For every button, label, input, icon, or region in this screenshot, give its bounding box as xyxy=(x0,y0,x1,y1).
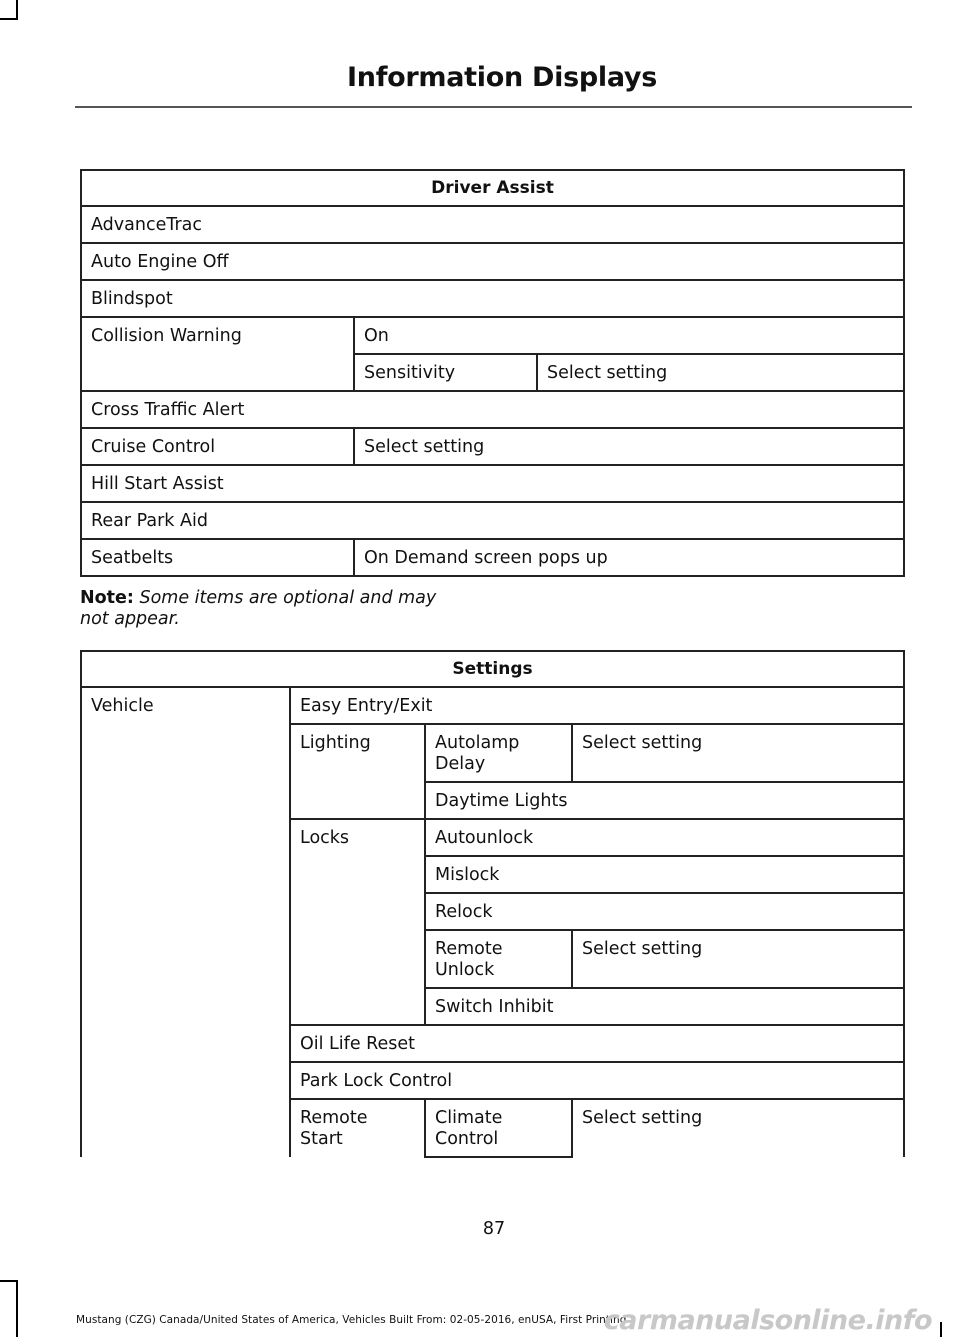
table-cell: Blindspot xyxy=(81,280,904,317)
table-cell: On xyxy=(354,317,904,354)
table-cell: Select setting xyxy=(354,428,904,465)
watermark: carmanualsonline.info xyxy=(603,1305,932,1336)
cell-line: Start xyxy=(300,1129,343,1149)
crop-mark xyxy=(940,1322,942,1337)
table-cell: Autounlock xyxy=(425,819,904,856)
page-number: 87 xyxy=(482,1219,506,1239)
cell-line: Climate xyxy=(435,1108,503,1128)
table-cell: AdvanceTrac xyxy=(81,206,904,243)
table-cell: Collision Warning xyxy=(81,317,354,391)
table-cell: Cross Traffic Alert xyxy=(81,391,904,428)
table-cell: Vehicle xyxy=(81,687,290,1157)
table-cell: Rear Park Aid xyxy=(81,502,904,539)
cell-line: Remote xyxy=(300,1108,368,1128)
table-cell xyxy=(425,1099,572,1157)
settings-table xyxy=(80,650,905,1158)
table-cell: Seatbelts xyxy=(81,539,354,576)
table-cell: Switch Inhibit xyxy=(425,988,904,1025)
table-cell: Relock xyxy=(425,893,904,930)
crop-mark xyxy=(0,18,18,20)
crop-mark xyxy=(0,1280,18,1282)
table-cell xyxy=(290,1099,425,1157)
table-cell xyxy=(425,930,572,988)
note-text: Some items are optional and may not appear. xyxy=(80,588,437,629)
table-heading: Driver Assist xyxy=(81,170,904,206)
cell-line: Remote xyxy=(435,939,503,959)
table-cell: Select setting xyxy=(537,354,904,391)
table-heading: Settings xyxy=(81,651,904,687)
cell-line: Delay xyxy=(435,754,486,774)
table-cell: Locks xyxy=(290,819,425,1025)
table-cell: On Demand screen pops up xyxy=(354,539,904,576)
table-cell: Select setting xyxy=(572,1099,904,1157)
table-cell: Mislock xyxy=(425,856,904,893)
note-label: Note: xyxy=(80,588,134,608)
cell-line: Control xyxy=(435,1129,499,1149)
table-cell: Lighting xyxy=(290,724,425,819)
table-cell: Hill Start Assist xyxy=(81,465,904,502)
table-cell: Park Lock Control xyxy=(290,1062,904,1099)
table-cell: Cruise Control xyxy=(81,428,354,465)
table-cell: Sensitivity xyxy=(354,354,537,391)
table-cell: Select setting xyxy=(572,724,904,782)
table-cell: Easy Entry/Exit xyxy=(290,687,904,724)
table-cell: Auto Engine Off xyxy=(81,243,904,280)
table-cell: Daytime Lights xyxy=(425,782,904,819)
table-cell xyxy=(425,724,572,782)
crop-mark xyxy=(16,0,18,20)
table-cell: Select setting xyxy=(572,930,904,988)
driver-assist-table xyxy=(80,169,905,577)
cell-line: Autolamp xyxy=(435,733,520,753)
table-cell: Oil Life Reset xyxy=(290,1025,904,1062)
header-divider xyxy=(75,106,912,108)
page-title: Information Displays xyxy=(347,62,657,93)
cell-line: Unlock xyxy=(435,960,495,980)
crop-mark xyxy=(16,1280,18,1337)
footer-text: Mustang (CZG) Canada/United States of America, Vehicles Built From: 02-05-2016, enUSA, First Printing xyxy=(76,1314,627,1326)
note xyxy=(80,588,470,630)
